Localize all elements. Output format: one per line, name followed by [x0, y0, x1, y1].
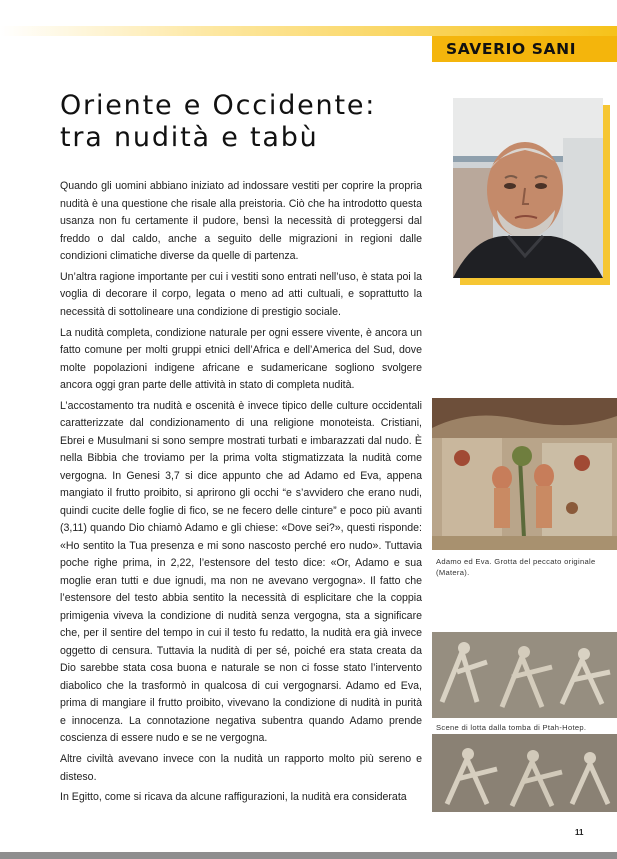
article-title [60, 90, 440, 154]
author-name: SAVERIO SANI [432, 36, 617, 62]
relief-image-bottom [432, 734, 617, 812]
article-body [60, 178, 422, 810]
title-line-1: Oriente e Occidente: [60, 90, 377, 121]
paragraph: In Egitto, come si ricava da alcune raffigurazioni, la nudità era considerata [60, 791, 407, 804]
paragraph: La nudità completa, condizione naturale per ogni essere vivente, è ancora un fatto comune per molti gruppi etnici dell’Africa e dell’America del Sud, dove molte popolazioni indigene africane e sudamericane sogliono svolgere ancora oggi gran parte delle attività in stato di completa nudità. [60, 326, 422, 392]
footer-bar [0, 852, 617, 859]
page-number: 11 [575, 828, 584, 837]
title-line-2: tra nudità e tabù [60, 122, 319, 153]
figure-caption: Scene di lotta dalla tomba di Ptah-Hotep. [436, 723, 587, 732]
author-portrait [453, 98, 603, 278]
paragraph: Quando gli uomini abbiano iniziato ad indossare vestiti per coprire la propria nudità è una questione che risale alla preistoria. Ciò che ha introdotto questa usanza non fu certamente il pudore, bensì la necessità di proteggersi dal freddo o dal caldo, anche a seguito delle migrazioni in regioni dalle condizioni climatiche diverse da quelle di partenza. [60, 180, 422, 262]
paragraph: Un’altra ragione importante per cui i vestiti sono entrati nell’uso, è stata poi la voglia di decorare il corpo, legata o meno ad atti cultuali, e soprattutto la necessità di sottolineare una condizione di prestigio sociale. [60, 270, 422, 318]
fresco-image [432, 398, 617, 550]
paragraph: L’accostamento tra nudità e oscenità è invece tipico delle culture occidentali caratterizzate dal condizionamento di una religione monoteista. Cristiani, Ebrei e Musulmani si sono sempre mostrati turbati e imbarazzati dal nudo. È nella Bibbia che troviamo per la prima volta stigmatizzata la nudità come vergogna. In Genesi 3,7 si dice appunto che ad Adamo ed Eva, appena mangiato il frutto proibito, si aprirono gli occhi “e s’avvidero che erano nudi, quindi cucite delle foglie di fico, se ne fecero delle cinture” e poco più avanti (3,11) quando Dio chiamò Adamo e gli chiese: «Dove sei?», questi risponde: «Ho sentito la Tua presenza e mi sono nascosto perché ero nudo». Tuttavia poche righe prima, in 2,22, l’estensore del testo dice: «Or, Adamo e sua moglie eran tutti e due ignudi, ma non ne avevano vergogna». Il fatto che l’estensore del testo abbia sentito la necessità di esplicitare che la coppia primigenia viveva la condizione di nudità senza vergogna, sta a significare che, per il sentire del tempo in cui il testo fu redatto, la nudità era già invece oggetto di censura. Tuttavia la nudità di per sé, poiché era stata creata da Dio sarebbe stata cosa buona e naturale se non ci fosse stato l’intervento diabolico che la trasformò in qualcosa di cui vergognarsi. Adamo ed Eva, prima di mangiare il frutto proibito, vivevano la condizione di nudità in purità e innocenza. La connotazione negativa subentra quando Adamo prende coscienza di essere nudo e se ne vergogna. [60, 399, 422, 745]
relief-image-top [432, 632, 617, 718]
header-gradient-bar [0, 26, 617, 36]
portrait-photo [453, 98, 603, 278]
paragraph: Altre civiltà avevano invece con la nudità un rapporto molto più sereno e disteso. [60, 753, 422, 783]
figure-caption: Adamo ed Eva. Grotta del peccato originale (Matera). [436, 557, 596, 577]
